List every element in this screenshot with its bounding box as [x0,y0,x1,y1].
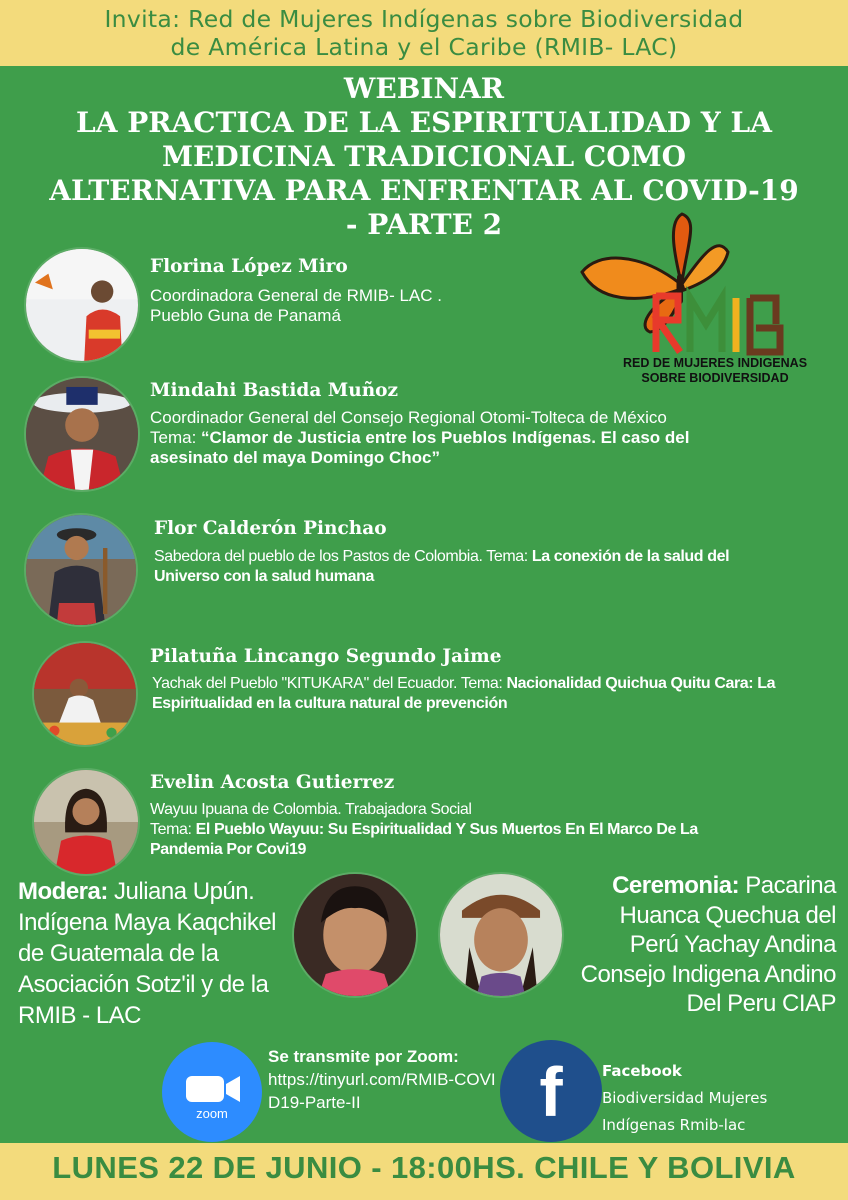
speaker-photo-evelin [34,770,138,874]
zoom-icon[interactable] [162,1042,262,1142]
speaker-photo-evelin-graphic [34,770,138,874]
speaker-description [150,408,750,468]
ceremony-info [566,871,836,1019]
ceremony-label: Ceremonia: [612,872,740,899]
speaker-description [154,547,794,587]
topic-prefix: Tema: [150,428,202,447]
facebook-info [602,1058,842,1139]
invitation-banner [0,0,848,66]
speaker-name: Evelin Acosta Gutierrez [150,772,395,793]
moderator-label: Modera: [18,878,108,905]
title-line-1: WEBINAR [343,72,505,105]
topic-prefix: Tema: [150,821,196,838]
speaker-name: Flor Calderón Pinchao [154,518,387,539]
speaker-name: Mindahi Bastida Muñoz [150,380,398,401]
moderator-photo [294,874,416,996]
speaker-photo-pilatuna-graphic [34,643,136,745]
ceremony-photo [440,874,562,996]
moderator-text: Juliana Upún. Indígena Maya Kaqchikel de Guatemala de la Asociación Sotz'il y de la RMIB - LAC [18,878,277,1029]
ceremony-text: Pacarina Huanca Quechua del Perú Yachay Andina Consejo Indigena Andino Del Peru CIAP [580,872,836,1017]
speaker-photo-pilatuna [34,643,136,745]
speaker-description [150,800,750,860]
moderator-photo-graphic [294,874,416,996]
zoom-camera-icon [162,1042,262,1142]
facebook-glyph: f [539,1053,563,1131]
speaker-role: Coordinador General del Consejo Regional Otomi-Tolteca de México [150,408,667,427]
speaker-photo-mindahi [26,378,138,490]
event-date: LUNES 22 DE JUNIO - 18:00HS. CHILE Y BOLIVIA [52,1150,796,1185]
speaker-role: Sabedora del pueblo de los Pastos de Colombia. Tema: [154,548,532,565]
logo-caption-line-2: SOBRE BIODIVERSIDAD [641,371,789,385]
facebook-lead: Facebook [602,1062,682,1080]
speaker-description [150,286,580,326]
zoom-icon-label: zoom [196,1106,228,1121]
speaker-role: Coordinadora General de RMIB- LAC . [150,286,442,305]
topic-title: La conexión de la salud del Universo con la salud humana [154,548,730,585]
topic-title: Nacionalidad Quichua Quitu Cara: La Espiritualidad en la cultura natural de prevención [152,675,776,712]
zoom-info [268,1045,498,1114]
speaker-topic [150,428,750,468]
speaker-photo-florina [26,249,138,361]
title-line-5: - PARTE 2 [345,208,503,241]
speaker-photo-flor-graphic [26,515,136,625]
speaker-topic [150,820,750,860]
title-line-3: MEDICINA TRADICIONAL COMO [162,140,686,173]
speaker-role: Wayuu Ipuana de Colombia. Trabajadora Social [150,801,472,818]
invitation-line-1: Invita: Red de Mujeres Indígenas sobre Biodiversidad [104,5,744,33]
rmib-logo-caption [615,356,815,386]
speaker-photo-florina-graphic [26,249,138,361]
topic-title: “Clamor de Justicia entre los Pueblos Indígenas. El caso del asesinato del maya Domingo Choc” [150,428,690,467]
facebook-page-link[interactable]: Biodiversidad Mujeres Indígenas Rmib-lac [602,1089,768,1134]
rmib-letters-graphic [656,294,780,352]
ceremony-photo-graphic [440,874,562,996]
speaker-name: Pilatuña Lincango Segundo Jaime [150,646,502,667]
speaker-description [152,674,792,714]
facebook-icon[interactable] [500,1040,602,1142]
title-line-4: ALTERNATIVA PARA ENFRENTAR AL COVID-19 [49,174,799,207]
speaker-name: Florina López Miro [150,256,348,277]
zoom-url-link[interactable]: https://tinyurl.com/RMIB-COVID19-Parte-II [268,1070,496,1112]
zoom-lead: Se transmite por Zoom: [268,1047,459,1066]
speaker-photo-flor [26,515,136,625]
title-line-2: LA PRACTICA DE LA ESPIRITUALIDAD Y LA [76,106,772,139]
speaker-photo-mindahi-graphic [26,378,138,490]
invitation-line-2: de América Latina y el Caribe (RMIB- LAC) [170,33,678,61]
speaker-role: Yachak del Pueblo "KITUKARA" del Ecuador. Tema: [152,675,507,692]
moderator-info [18,876,288,1031]
date-banner [0,1143,848,1200]
speaker-people: Pueblo Guna de Panamá [150,306,341,325]
topic-title: El Pueblo Wayuu: Su Espiritualidad Y Sus Muertos En El Marco De La Pandemia Por Covi19 [150,821,698,858]
logo-caption-line-1: RED DE MUJERES INDIGENAS [622,356,808,370]
